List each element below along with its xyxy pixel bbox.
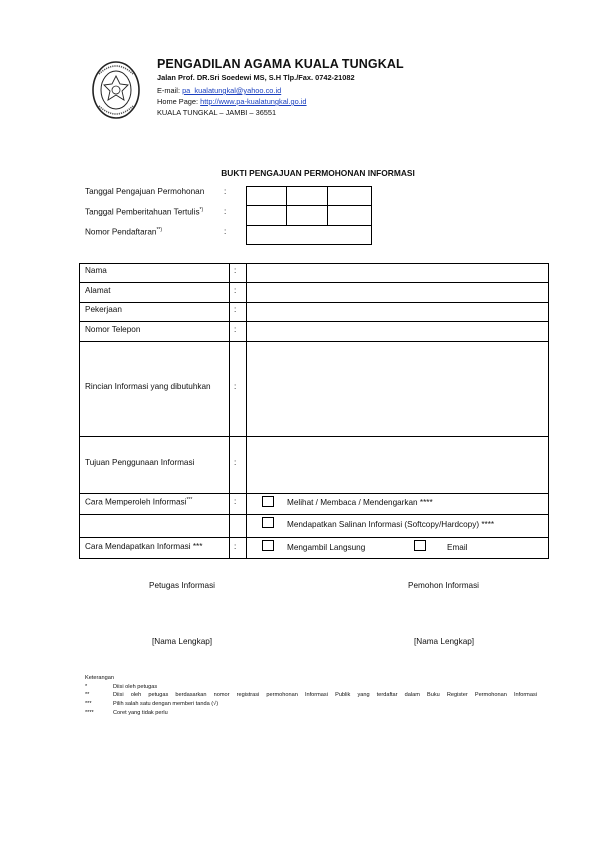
note-text: Diisi oleh petugas berdasarkan nomor registrasi permohonan Informasi Publik yang terdaftar dalam Buku Register Permohonan Informasi [113, 692, 537, 698]
note-mark: * [85, 684, 88, 690]
homepage-label: Home Page: [157, 97, 201, 106]
nomor-pendaftaran-label: Nomor Pendaftaran**) [85, 227, 163, 237]
homepage-link[interactable]: http://www.pa-kualatungkal.go.id [200, 97, 307, 106]
colon: : [234, 286, 237, 295]
note-mark: ** [85, 692, 90, 698]
tanggal-pemberitahuan-field-1[interactable] [246, 206, 287, 225]
petugas-label: Petugas Informasi [149, 581, 215, 590]
city-line: KUALA TUNGKAL – JAMBI – 36551 [157, 108, 277, 117]
colon: : [234, 542, 237, 551]
melihat-option-label: Melihat / Membaca / Mendengarkan **** [287, 498, 433, 507]
tanggal-pengajuan-field-1[interactable] [246, 186, 287, 206]
email-link[interactable]: pa_kualatungkal@yahoo.co.id [182, 86, 282, 95]
mengambil-langsung-label: Mengambil Langsung [287, 543, 366, 552]
mengambil-langsung-checkbox[interactable] [262, 540, 274, 551]
email-label: E-mail: [157, 86, 183, 95]
cara-memperoleh-label: Cara Memperoleh Informasi*** [85, 497, 193, 507]
nama-label: Nama [85, 266, 107, 275]
colon: : [224, 207, 227, 216]
colon: : [234, 325, 237, 334]
salinan-checkbox[interactable] [262, 517, 274, 528]
petugas-name-placeholder: [Nama Lengkap] [152, 637, 213, 646]
salinan-option-label: Mendapatkan Salinan Informasi (Softcopy/Hardcopy) **** [287, 520, 495, 529]
note-text: Diisi oleh petugas [113, 684, 158, 690]
notes-heading: Keterangan [85, 675, 114, 681]
pemohon-name-placeholder: [Nama Lengkap] [414, 637, 475, 646]
colon: : [234, 266, 237, 275]
table-divider [79, 493, 549, 494]
tanggal-pemberitahuan-field-2[interactable] [287, 206, 327, 225]
nama-field[interactable] [247, 264, 548, 282]
email-option-label: Email [447, 543, 468, 552]
tanggal-pemberitahuan-field-3[interactable] [328, 206, 372, 225]
homepage-line [157, 97, 307, 106]
tanggal-pengajuan-field-2[interactable] [287, 186, 327, 206]
table-divider [79, 537, 549, 538]
melihat-checkbox[interactable] [262, 496, 274, 507]
telepon-field[interactable] [247, 322, 548, 341]
pemohon-label: Pemohon Informasi [408, 581, 479, 590]
tujuan-label: Tujuan Penggunaan Informasi [85, 458, 195, 467]
tanggal-pengajuan-field-3[interactable] [328, 186, 372, 206]
colon: : [234, 382, 237, 391]
rincian-field[interactable] [247, 342, 548, 436]
note-text: Coret yang tidak perlu [113, 710, 168, 716]
colon: : [234, 305, 237, 314]
colon: : [224, 187, 227, 196]
pekerjaan-label: Pekerjaan [85, 305, 122, 314]
cara-mendapatkan-label: Cara Mendapatkan Informasi *** [85, 542, 203, 551]
institution-address: Jalan Prof. DR.Sri Soedewi MS, S.H Tlp./Fax. 0742-21082 [157, 73, 355, 82]
tujuan-field[interactable] [247, 437, 548, 493]
tanggal-pengajuan-label: Tanggal Pengajuan Permohonan [85, 187, 205, 196]
note-mark: **** [85, 710, 94, 716]
telepon-label: Nomor Telepon [85, 325, 141, 334]
note-text: Pilih salah satu dengan memberi tanda (√) [113, 701, 219, 707]
court-seal-logo [91, 60, 141, 120]
nomor-pendaftaran-field[interactable] [246, 225, 372, 245]
email-line [157, 86, 281, 95]
alamat-label: Alamat [85, 286, 111, 295]
pekerjaan-field[interactable] [247, 303, 548, 321]
table-divider [79, 514, 549, 515]
note-mark: *** [85, 701, 92, 707]
tanggal-pemberitahuan-label: Tanggal Pemberitahuan Tertulis*) [85, 207, 204, 217]
rincian-label: Rincian Informasi yang dibutuhkan [85, 382, 211, 391]
institution-name: PENGADILAN AGAMA KUALA TUNGKAL [157, 57, 404, 71]
document-title: BUKTI PENGAJUAN PERMOHONAN INFORMASI [221, 168, 415, 178]
colon: : [234, 458, 237, 467]
email-checkbox[interactable] [414, 540, 426, 551]
colon: : [224, 227, 227, 236]
alamat-field[interactable] [247, 283, 548, 302]
colon: : [234, 497, 237, 506]
